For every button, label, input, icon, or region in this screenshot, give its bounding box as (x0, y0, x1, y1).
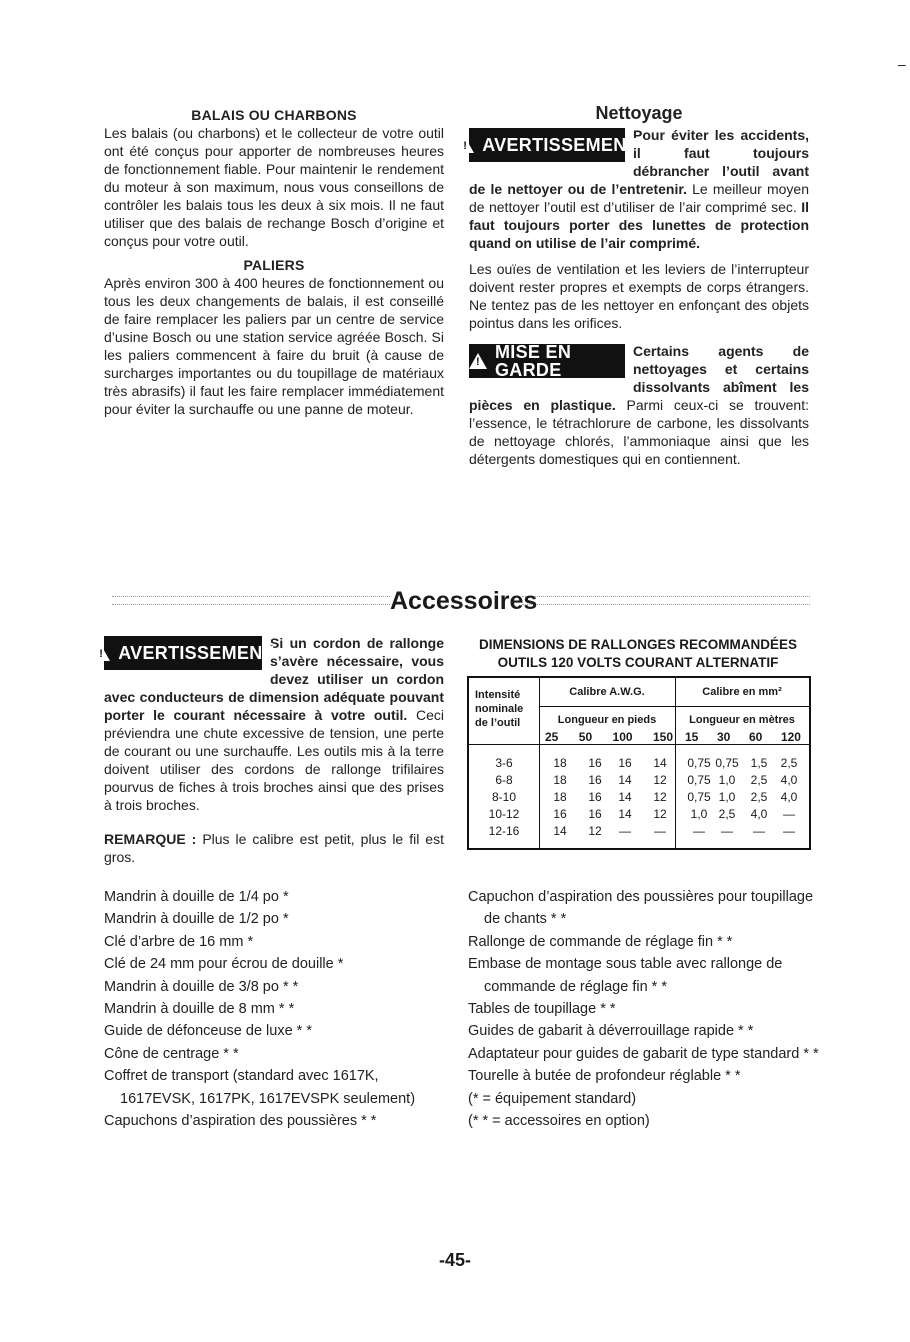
awg-cell: 12 (653, 790, 667, 804)
mm-cell: 2,5 (780, 756, 798, 770)
caution-badge-label: MISE EN GARDE (495, 342, 572, 380)
balais-heading: BALAIS OU CHARBONS (191, 107, 357, 123)
accessoires-warning-badge-label: AVERTISSEMENT (118, 643, 274, 663)
awg-cell: 16 (588, 807, 602, 821)
accessory-item: Mandrin à douille de 3/8 po * * (104, 978, 299, 995)
amperage-cell: 8-10 (491, 790, 517, 804)
awg-cell: 16 (588, 773, 602, 787)
heading-rule-left-top (112, 596, 390, 598)
awg-cell: 12 (653, 807, 667, 821)
awg-cell: 12 (653, 773, 667, 787)
caution-bold-text: Certains agents de nettoyages et certains dissolvants abîment les pièces en plastique. (469, 343, 809, 413)
accessory-list-right (468, 886, 819, 1132)
table-title (466, 636, 810, 672)
awg-cell: 14 (618, 773, 632, 787)
heading-rule-right-bottom (522, 604, 810, 606)
amperage-cell: 10-12 (488, 807, 520, 821)
accessoires-warning-text: Ceci préviendra une chute excessive de tension, une perte de courant ou une surchauffe. Les outils mis à la terre doivent utiliser des cordons de rallonge trifilaires pourvus de fiches à trois broches ainsi que des prises à trois broches. (104, 707, 444, 813)
remarque-paragraph (104, 830, 444, 866)
mm-header: Calibre en mm² (702, 686, 782, 698)
accessory-item: Coffret de transport (standard avec 1617K, (104, 1068, 379, 1085)
meter-value: 30 (716, 730, 731, 744)
feet-value: 100 (612, 730, 633, 744)
mm-cell: 1,5 (750, 756, 768, 770)
mm-cell: — (783, 824, 795, 838)
table-body-rule (469, 744, 809, 745)
accessory-item: Mandrin à douille de 8 mm * * (104, 1001, 295, 1018)
mm-cell: — (693, 824, 705, 838)
mm-cell: — (721, 824, 733, 838)
page-edge-mark: – (898, 56, 906, 72)
mm-cell: 2,5 (718, 807, 736, 821)
mm-cell: — (753, 824, 765, 838)
accessoires-heading: Accessoires (390, 587, 538, 615)
table-row (469, 824, 809, 841)
accessoires-warning-badge (99, 636, 274, 670)
warning-bold-text-2: Il faut toujours porter des lunettes de protection quand on utilise de l’air comprimé. (469, 199, 809, 251)
mm-cell: 0,75 (687, 790, 711, 804)
caution-text: Parmi ceux-ci se trouvent: l’essence, le tétrachlorure de carbone, les dissolvants de nettoyage chlorés, l’ammoniaque ainsi que les détergents domestiques qui en contiennent. (469, 397, 809, 467)
awg-cell: — (654, 824, 666, 838)
intensity-header: Intensité nominale de l’outil (475, 689, 524, 729)
awg-cell: 16 (588, 756, 602, 770)
accessory-item: Capuchons d’aspiration des poussières * * (104, 1113, 377, 1130)
warning-triangle-icon: ! (456, 137, 474, 153)
awg-cell: 14 (553, 824, 567, 838)
mm-cell: 2,5 (750, 790, 768, 804)
accessory-list-left (104, 886, 449, 1132)
awg-cell: 16 (553, 807, 567, 821)
awg-cell: — (619, 824, 631, 838)
meters-header: Longueur en mètres (689, 714, 795, 726)
awg-cell: 16 (618, 756, 632, 770)
warning-badge (463, 128, 638, 162)
nettoyage-heading: Nettoyage (595, 103, 683, 123)
accessory-item: Guides de gabarit à déverrouillage rapide * * (468, 1023, 754, 1040)
accessory-item: (* = équipement standard) (468, 1090, 637, 1107)
table-row (469, 756, 809, 773)
accessoires-warning-triangle-icon: ! (92, 645, 110, 661)
page-number: -45- (438, 1250, 471, 1270)
table-row (469, 790, 809, 807)
mm-cell: 1,0 (718, 773, 736, 787)
feet-value: 150 (652, 730, 673, 744)
extension-cord-table (467, 676, 811, 850)
accessory-item: Guide de défonceuse de luxe * * (104, 1023, 312, 1040)
mm-cell: 1,0 (690, 807, 708, 821)
paliers-heading: PALIERS (243, 257, 305, 273)
mm-cell: 1,0 (718, 790, 736, 804)
amperage-cell: 12-16 (488, 824, 520, 838)
awg-cell: 14 (618, 790, 632, 804)
awg-cell: 14 (618, 807, 632, 821)
heading-rule-right-top (522, 596, 810, 598)
right-top-column (463, 103, 810, 468)
remarque-label: REMARQUE : (104, 831, 197, 847)
table-header-rule (539, 706, 809, 707)
balais-paragraph: Les balais (ou charbons) et le collecteur de votre outil ont été conçus pour apporter de nombreuses heures de fonctionnement fiable. Pour maintenir le rendement du moteur à son maximum, nous vous conseillons de contrôler les balais tous les deux à six mois. Il ne faut utiliser que des balais de rechange Bosch d’origine et conçus pour votre outil. (104, 125, 444, 249)
accessoires-warning-bold: Si un cordon de rallonge s’avère nécessaire, vous devez utiliser un cordon avec conducteurs de dimension adéquate pouvant porter le courant nécessaire à votre outil. (104, 635, 444, 723)
meter-value: 60 (748, 730, 763, 744)
awg-cell: 18 (553, 756, 567, 770)
caution-triangle-icon: ! (469, 353, 487, 369)
mm-cell: 4,0 (780, 773, 798, 787)
accessory-item: Rallonge de commande de réglage fin * * (468, 933, 733, 950)
remarque-text: Plus le calibre est petit, plus le fil est gros. (104, 831, 444, 865)
warning-text: Le meilleur moyen de nettoyer l’outil est d’utiliser de l’air comprimé sec. (469, 181, 810, 215)
mm-cell: 0,75 (687, 756, 711, 770)
feet-header: Longueur en pieds (557, 714, 657, 726)
meter-value: 120 (780, 730, 801, 744)
awg-cell: 18 (553, 790, 567, 804)
accessory-item: Mandrin à douille de 1/2 po * (104, 911, 289, 928)
mm-cell: 4,0 (750, 807, 768, 821)
ventilation-paragraph: Les ouïes de ventilation et les leviers de l’interrupteur doivent rester propres et exempts de corps étrangers. Ne tentez pas de les nettoyer en enfonçant des objets pointus dans les orifices. (469, 261, 809, 331)
accessory-item: Mandrin à douille de 1/4 po * (104, 889, 289, 905)
mm-cell: 4,0 (780, 790, 798, 804)
awg-cell: 18 (553, 773, 567, 787)
warning-badge-label: AVERTISSEMENT (482, 135, 638, 155)
table-title-line-1: DIMENSIONS DE RALLONGES RECOMMANDÉES (478, 637, 798, 652)
mm-cell: — (783, 807, 795, 821)
accessory-item: Adaptateur pour guides de gabarit de type standard * * (468, 1045, 819, 1062)
accessory-item: Cône de centrage * * (104, 1045, 239, 1062)
accessory-item: Tables de toupillage * * (468, 1001, 616, 1018)
table-title-line-2: OUTILS 120 VOLTS COURANT ALTERNATIF (497, 655, 779, 670)
feet-values-row (545, 730, 673, 744)
accessory-item: (* * = accessoires en option) (468, 1113, 650, 1130)
accessory-item: Clé de 24 mm pour écrou de douille * (104, 956, 344, 973)
accessory-item: Clé d’arbre de 16 mm * (104, 933, 254, 950)
awg-cell: 16 (588, 790, 602, 804)
accessoires-warning-column (99, 634, 444, 866)
left-top-column (104, 106, 444, 418)
accessory-item-continuation: commande de réglage fin * * (484, 978, 667, 995)
accessory-item: Capuchon d’aspiration des poussières pour toupillage (468, 889, 814, 905)
meter-values-row (685, 730, 801, 744)
mm-cell: 0,75 (687, 773, 711, 787)
caution-badge (469, 344, 625, 378)
mm-cell: 2,5 (750, 773, 768, 787)
feet-value: 25 (545, 730, 559, 744)
feet-value: 50 (578, 730, 593, 744)
amperage-cell: 3-6 (495, 756, 513, 770)
amperage-cell: 6-8 (495, 773, 513, 787)
accessory-item: Embase de montage sous table avec rallonge de (468, 956, 783, 973)
meter-value: 15 (685, 730, 699, 744)
paliers-paragraph: Après environ 300 à 400 heures de fonctionnement ou tous les deux changements de balais, il est conseillé de faire remplacer les paliers par un centre de service d’usine Bosch ou une station service agréée Bosch. Si les paliers commencent à faire du bruit (à cause de surcharges importantes ou du toupillage de matériaux très abrasifs) il faut les faire remplacer immédiatement pour éviter la surchauffe ou une panne de moteur. (104, 275, 444, 417)
warning-bold-text: Pour éviter les accidents, il faut toujours débrancher l’outil avant de le nettoyer ou de l’entretenir. (469, 127, 809, 197)
accessory-item: Tourelle à butée de profondeur réglable * * (468, 1068, 741, 1085)
awg-header: Calibre A.W.G. (569, 686, 645, 698)
accessory-item-continuation: 1617EVSK, 1617PK, 1617EVSPK seulement) (120, 1090, 416, 1107)
awg-cell: 14 (653, 756, 667, 770)
accessory-item-continuation: de chants * * (484, 911, 567, 928)
heading-rule-left-bottom (112, 604, 390, 606)
table-row (469, 773, 809, 790)
awg-cell: 12 (588, 824, 602, 838)
mm-cell: 0,75 (715, 756, 739, 770)
table-row (469, 807, 809, 824)
